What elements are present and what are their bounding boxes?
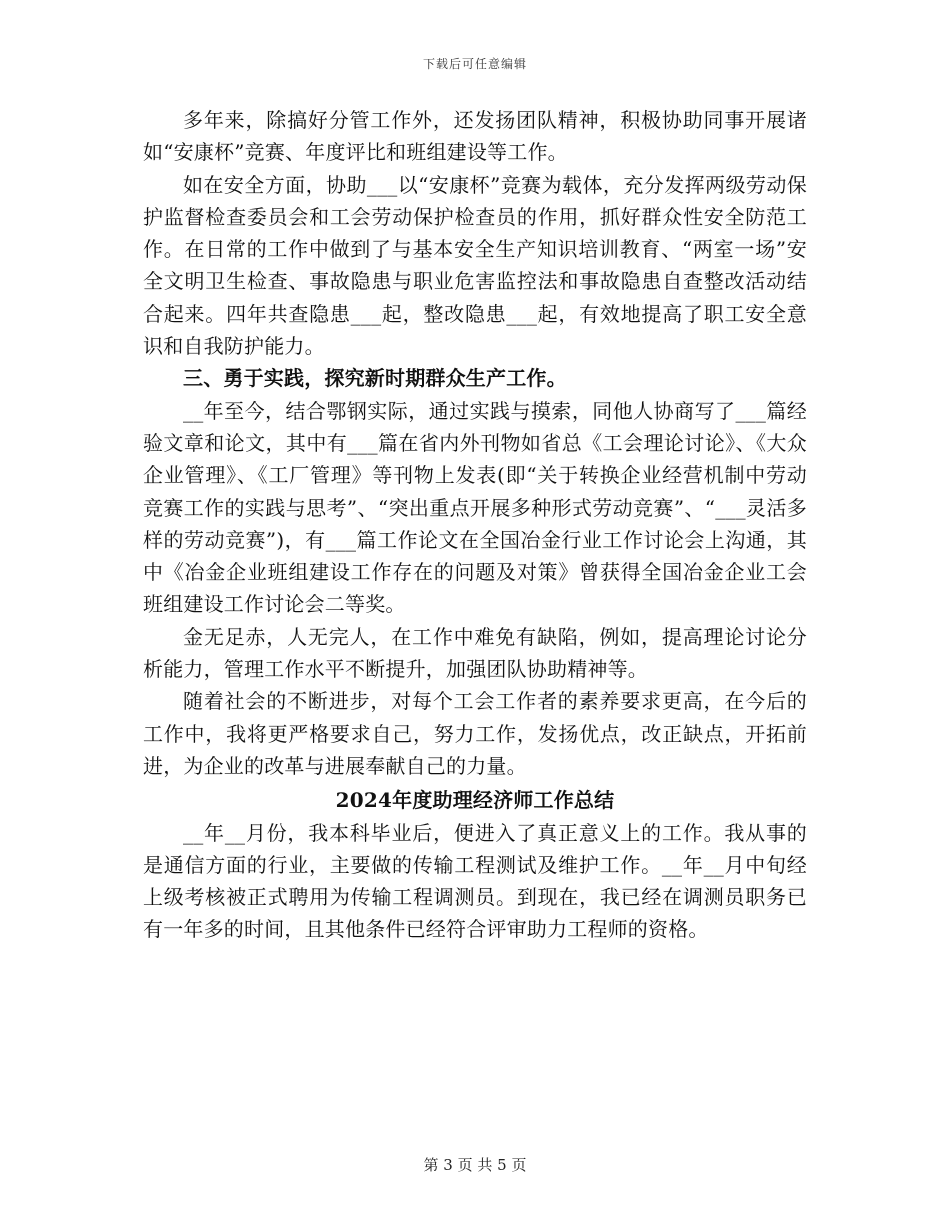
body-paragraph: 随着社会的不断进步，对每个工会工作者的素养要求更高，在今后的工作中，我将更严格要求自己，努力工作，发扬优点，改正缺点，开拓前进，为企业的改革与进展奉献自己的力量。 — [143, 689, 807, 778]
page-header-note: 下载后可任意编辑 — [422, 57, 527, 71]
body-paragraph: 金无足赤，人无完人，在工作中难免有缺陷，例如，提高理论讨论分析能力，管理工作水平不断提升，加强团队协助精神等。 — [143, 624, 807, 682]
body-paragraph: __年至今，结合鄂钢实际，通过实践与摸索，同他人协商写了___篇经验文章和论文，其中有___篇在省内外刊物如省总《工会理论讨论》、《大众企业管理》、《工厂管理》等刊物上发表(即“关于转换企业经营机制中劳动竞赛工作的实践与思考”、“突出重点开展多种形式劳动竞赛”、“___灵活多样的劳动竞赛”)，有___篇工作论文在全国冶金行业工作讨论会上沟通，其中《冶金企业班组建设工作存在的问题及对策》曾获得全国冶金企业工会班组建设工作讨论会二等奖。 — [143, 398, 807, 617]
body-paragraph: 如在安全方面，协助___以“安康杯”竞赛为载体，充分发挥两级劳动保护监督检查委员会和工会劳动保护检查员的作用，抓好群众性安全防范工作。在日常的工作中做到了与基本安全生产知识培训教育、“两室一场”安全文明卫生检查、事故隐患与职业危害监控法和事故隐患自查整改活动结合起来。四年共查隐患___起，整改隐患___起，有效地提高了职工安全意识和自我防护能力。 — [143, 172, 807, 359]
body-paragraph: 多年来，除搞好分管工作外，还发扬团队精神，积极协助同事开展诸如“安康杯”竞赛、年度评比和班组建设等工作。 — [143, 108, 807, 165]
document-body — [143, 104, 807, 946]
page-number: 第 3 页 共 5 页 — [423, 1156, 527, 1174]
body-paragraph: __年__月份，我本科毕业后，便进入了真正意义上的工作。我从事的是通信方面的行业，主要做的传输工程测试及维护工作。__年__月中旬经上级考核被正式聘用为传输工程调测员。到现在，我已经在调测员职务已有一年多的时间，且其他条件已经符合评审助力工程师的资格。 — [143, 820, 807, 942]
section-heading: 三、勇于实践，探究新时期群众生产工作。 — [183, 366, 567, 391]
document-title: 2024年度助理经济师工作总结 — [335, 788, 615, 813]
